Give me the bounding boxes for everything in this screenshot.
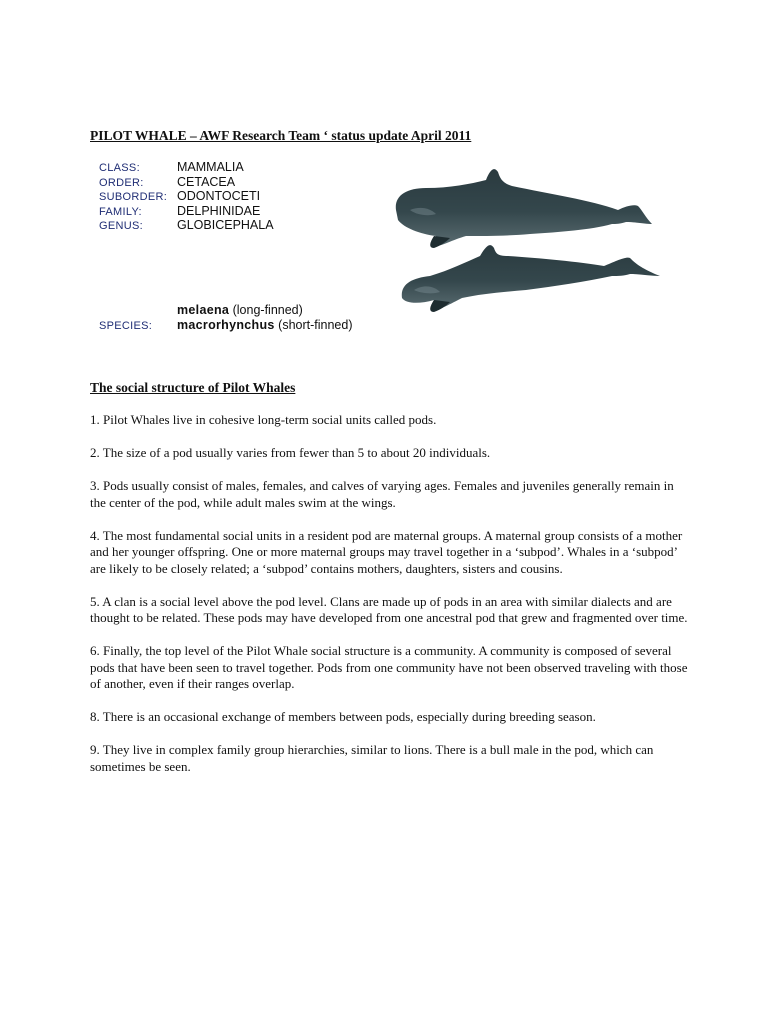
whale-long-finned <box>396 169 652 248</box>
paragraph: 4. The most fundamental social units in a resident pod are maternal groups. A maternal group consists of a mother and her younger offspring. One or more maternal groups may travel together in a ‘subpod’. Whales in a ‘subpod’ are likely to be closely related; a ‘subpod’ contains mothers, daughters, sisters and cousins. <box>90 527 683 576</box>
species-long-finned <box>177 303 303 317</box>
page-title: PILOT WHALE – AWF Research Team ‘ status update April 2011 <box>90 128 472 143</box>
whale-short-finned <box>402 245 660 312</box>
paragraph: 1. Pilot Whales live in cohesive long-term social units called pods. <box>90 412 437 427</box>
body-text <box>90 412 690 792</box>
taxonomy-key: ORDER: <box>99 177 144 189</box>
taxonomy-value: GLOBICEPHALA <box>177 218 274 232</box>
paragraph: 8. There is an occasional exchange of members between pods, especially during breeding season. <box>90 709 596 724</box>
paragraph: 6. Finally, the top level of the Pilot Whale social structure is a community. A community is composed of several pods that have been seen to travel together. Pods from one community have not been observed traveling with those of another, even if their ranges overlap. <box>90 643 688 691</box>
species-name: melaena <box>177 303 230 317</box>
taxonomy-table <box>99 160 399 340</box>
section-heading: The social structure of Pilot Whales <box>90 380 296 395</box>
taxonomy-value: CETACEA <box>177 175 236 189</box>
paragraph: 9. They live in complex family group hierarchies, similar to lions. There is a bull male in the pod, which can sometimes be seen. <box>90 742 654 774</box>
taxonomy-key: GENUS: <box>99 220 143 232</box>
species-short-finned <box>177 318 353 332</box>
species-note: (short-finned) <box>274 318 353 332</box>
taxonomy-row-genus <box>99 218 399 232</box>
paragraph: 3. Pods usually consist of males, females, and calves of varying ages. Females and juveniles generally remain in the center of the pod, while adult males swim at the wings. <box>90 478 674 510</box>
taxonomy-value: DELPHINIDAE <box>177 204 261 218</box>
taxonomy-value: MAMMALIA <box>177 160 244 174</box>
taxonomy-row-order <box>99 175 399 189</box>
taxonomy-row-suborder <box>99 189 399 203</box>
species-name: macrorhynchus <box>177 318 275 332</box>
taxonomy-row-family <box>99 204 399 218</box>
species-note: (long-finned) <box>229 303 303 317</box>
taxonomy-key: SUBORDER: <box>99 191 168 203</box>
taxonomy-key: SPECIES: <box>99 320 153 332</box>
taxonomy-key: FAMILY: <box>99 206 142 218</box>
taxonomy-row-class <box>99 160 399 174</box>
taxonomy-value: ODONTOCETI <box>177 189 261 203</box>
paragraph: 5. A clan is a social level above the pod level. Clans are made up of pods in an area with similar dialects and are thought to be related. These pods may have developed from one ancestral pod that grew and fragmented over time. <box>90 593 688 625</box>
taxonomy-key: CLASS: <box>99 162 140 174</box>
paragraph: 2. The size of a pod usually varies from fewer than 5 to about 20 individuals. <box>90 445 491 460</box>
pilot-whales-illustration <box>390 158 670 333</box>
